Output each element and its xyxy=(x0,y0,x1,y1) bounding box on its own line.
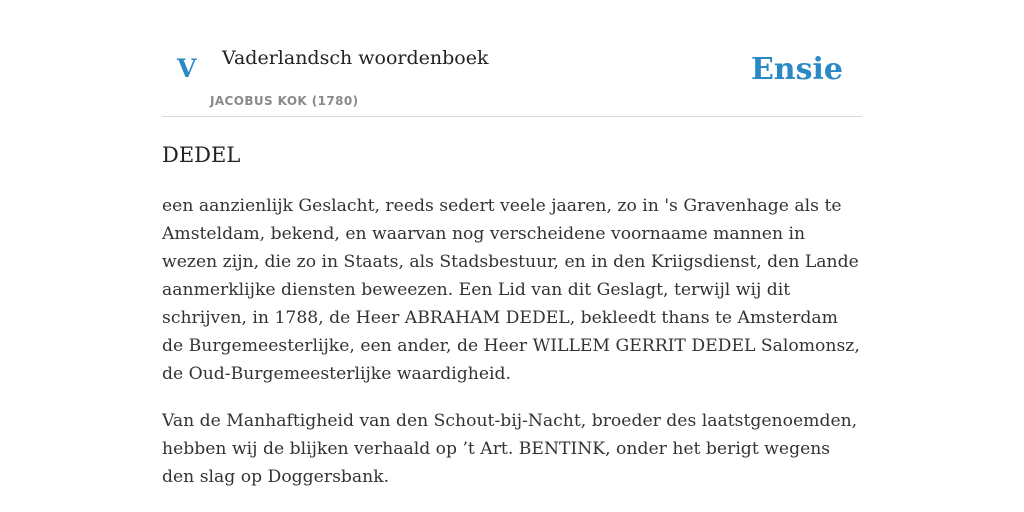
entry-paragraph: een aanzienlijk Geslacht, reeds sedert veele jaaren, zo in 's Gravenhage als te Amsteldam, bekend, en waarvan nog verscheidene voornaame mannen in wezen zijn, die zo in Staats, als Stadsbestuur, en in den Kriigsdienst, den Lande aanmerklijke diensten beweezen. Een Lid van dit Geslagt, terwijl wij dit schrijven, in 1788, de Heer ABRAHAM DEDEL, bekleedt thans te Amsterdam de Burgemeesterlijke, een ander, de Heer WILLEM GERRIT DEDEL Salomonsz, de Oud-Burgemeesterlijke waardigheid. xyxy=(162,196,860,384)
header xyxy=(162,0,862,117)
entry-title: DEDEL xyxy=(162,143,241,167)
entry-body xyxy=(162,192,862,510)
ensie-logo[interactable]: Ensie xyxy=(750,52,843,87)
book-logo-icon[interactable]: V xyxy=(177,54,197,83)
book-author: JACOBUS KOK (1780) xyxy=(210,94,359,108)
book-title[interactable]: Vaderlandsch woordenboek xyxy=(222,47,489,69)
entry-paragraph: Van de Manhaftigheid van den Schout-bij-Nacht, broeder des laatstgenoemden, hebben wij de blijken verhaald op ’t Art. BENTINK, onder het berigt wegens den slag op Doggersbank. xyxy=(162,411,858,487)
